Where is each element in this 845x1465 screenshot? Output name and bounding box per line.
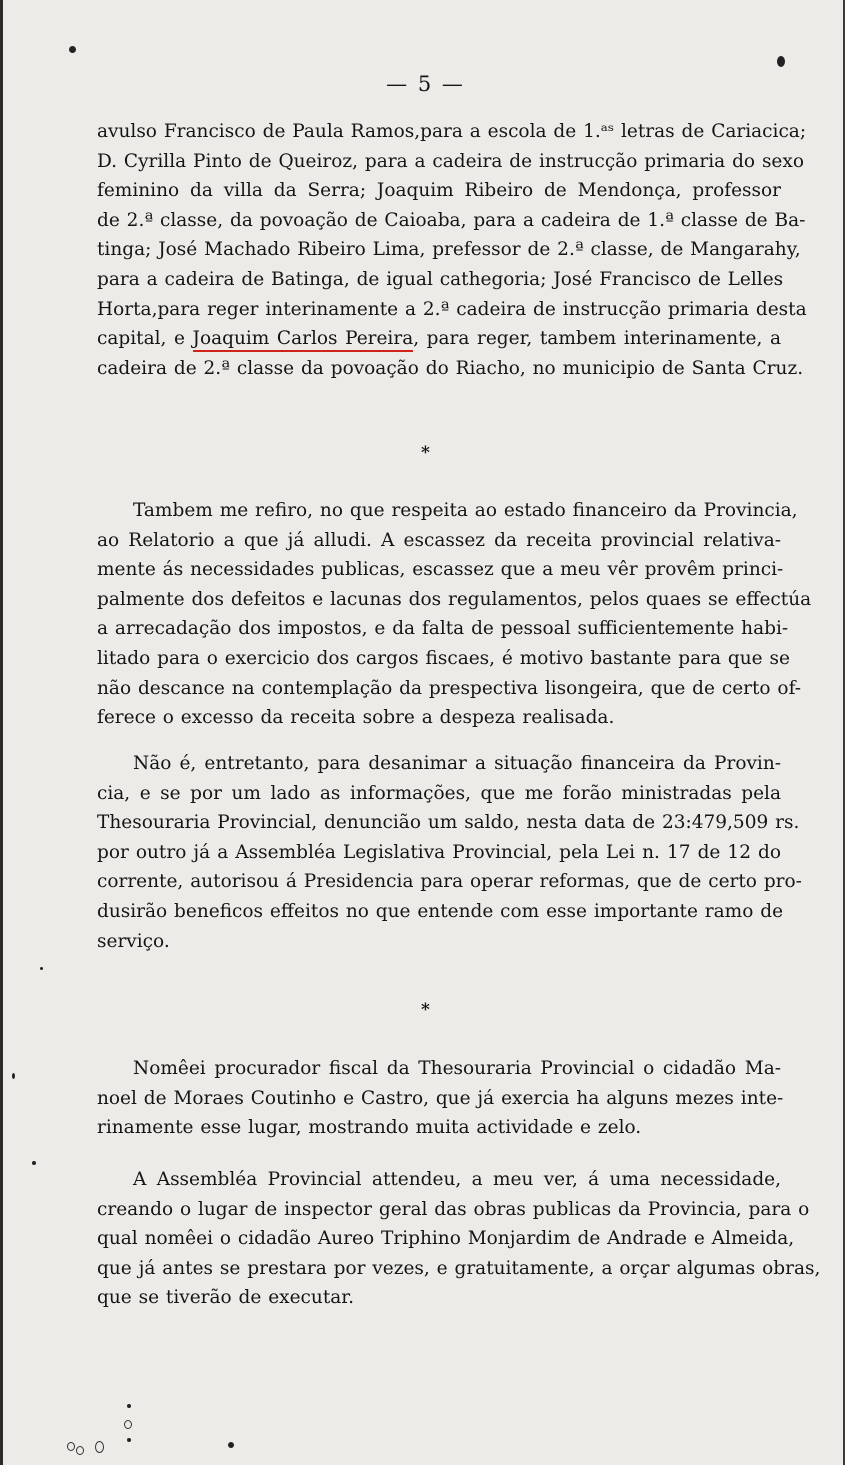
text-line: a arrecadação dos impostos, e da falta de pessoal sufficientemente habi- [97, 618, 789, 640]
text-line: de 2.ª classe, da povoação de Caioaba, para a cadeira de 1.ª classe de Ba- [97, 209, 806, 231]
ink-speck [12, 1073, 15, 1079]
text-line: palmente dos defeitos e lacunas dos regulamentos, pelos quaes se effectúa [97, 588, 812, 610]
text-line: que se tiverão de executar. [97, 1287, 354, 1309]
ink-speck [67, 1442, 75, 1451]
text-line: tinga; José Machado Ribeiro Lima, prefessor de 2.ª classe, de Mangarahy, [97, 239, 801, 261]
text-line: não descance na contemplação da prespectiva lisongeira, que de certo of- [97, 677, 802, 699]
paragraph-finances [97, 496, 812, 733]
text-line: dusirão beneficos effeitos no que entende com esse importante ramo de [97, 900, 784, 922]
text-line: ao Relatorio a que já alludi. A escassez da receita provincial relativa- [97, 529, 781, 551]
text-line-with-underlined-name [97, 324, 781, 354]
ink-speck [228, 1442, 234, 1448]
ink-speck [127, 1404, 131, 1408]
text-line: Horta,para reger interinamente a 2.ª cadeira de instrucção primaria desta [97, 298, 807, 320]
text-line: ferece o excesso da receita sobre a despeza realisada. [97, 707, 615, 729]
ink-speck [124, 1420, 132, 1429]
text-line: Não é, entretanto, para desanimar a situação financeira da Provin- [133, 753, 781, 774]
ink-speck [69, 46, 76, 53]
text-fragment: capital, e [97, 328, 193, 350]
text-line: Tambem me refiro, no que respeita ao estado financeiro da Provincia, [133, 500, 798, 521]
text-line: rinamente esse lugar, mostrando muita actividade e zelo. [97, 1117, 642, 1139]
text-line: noel de Moraes Coutinho e Castro, que já exercia ha alguns mezes inte- [97, 1087, 784, 1109]
text-line: cadeira de 2.ª classe da povoação do Riacho, no municipio de Santa Cruz. [97, 357, 804, 379]
text-line: litado para o exercicio dos cargos fiscaes, é motivo bastante para que se [97, 647, 790, 669]
section-separator: * [421, 1000, 430, 1020]
text-line: feminino da villa da Serra; Joaquim Ribeiro de Mendonça, professor [97, 180, 781, 202]
paragraph-appointments [97, 117, 807, 383]
text-line: avulso Francisco de Paula Ramos,para a escola de 1.ᵃˢ letras de Cariacica; [97, 121, 807, 142]
text-line: serviço. [97, 930, 170, 952]
ink-speck [32, 1161, 36, 1165]
text-line: que já antes se prestara por vezes, e gratuitamente, a orçar algumas obras, [97, 1257, 821, 1279]
ink-speck [777, 56, 785, 67]
underlined-name: Joaquim Carlos Pereira [193, 328, 414, 352]
text-line: para a cadeira de Batinga, de igual cathegoria; José Francisco de Lelles [97, 268, 784, 290]
ink-speck [76, 1446, 84, 1455]
text-line: A Assembléa Provincial attendeu, a meu ver, á uma necessidade, [133, 1169, 781, 1190]
text-line: Thesouraria Provincial, denuncião um saldo, nesta data de 23:479,509 rs. [97, 812, 800, 834]
text-line: mente ás necessidades publicas, escassez que a meu vêr provêm princi- [97, 559, 784, 581]
text-line: cia, e se por um lado as informações, que me forão ministradas pela [97, 782, 781, 804]
section-separator: * [421, 443, 430, 463]
text-line: Nomêei procurador fiscal da Thesouraria Provincial o cidadão Ma- [133, 1058, 781, 1079]
text-line: D. Cyrilla Pinto de Queiroz, para a cadeira de instrucção primaria do sexo [97, 150, 804, 172]
text-line: por outro já a Assembléa Legislativa Provincial, pela Lei n. 17 de 12 do [97, 841, 781, 863]
text-line: qual nomêei o cidadão Aureo Triphino Monjardim de Andrade e Almeida, [97, 1228, 795, 1250]
paragraph-fiscal-attorney [97, 1054, 784, 1143]
paragraph-public-works [97, 1165, 821, 1313]
page-number: — 5 — [386, 72, 465, 96]
text-fragment: , para reger, tambem interinamente, a [413, 328, 781, 350]
paragraph-balance [97, 749, 802, 956]
text-line: creando o lugar de inspector geral das obras publicas da Provincia, para o [97, 1198, 810, 1220]
ink-speck [95, 1441, 104, 1453]
ink-speck [127, 1438, 131, 1442]
ink-speck [40, 967, 43, 970]
text-line: corrente, autorisou á Presidencia para operar reformas, que de certo pro- [97, 871, 802, 893]
